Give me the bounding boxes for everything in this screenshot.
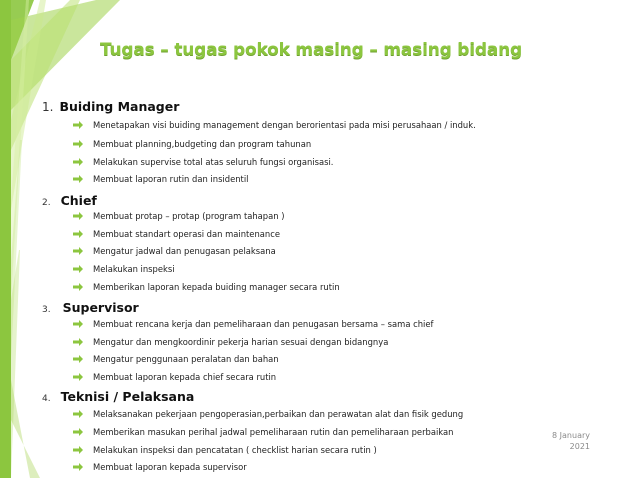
list-item: [73, 174, 248, 184]
list-item-text: Melakukan inspeksi dan pencatatan ( checklist harian secara rutin ): [93, 445, 377, 455]
list-item-text: Membuat planning,budgeting dan program tahunan: [93, 139, 312, 149]
list-item-text: Melakukan supervise total atas seluruh fungsi organisasi.: [93, 157, 334, 167]
list-item: [73, 427, 453, 437]
list-item: [73, 445, 377, 455]
right-arrow-bullet-icon: [73, 463, 83, 471]
right-arrow-bullet-icon: [73, 247, 83, 255]
slide-title: Tugas – tugas pokok masing – masing bidang: [100, 40, 523, 60]
right-arrow-bullet-icon: [73, 121, 83, 129]
list-item-text: Mengatur jadwal dan penugasan pelaksana: [93, 246, 276, 256]
section-title: Buiding Manager: [59, 99, 180, 114]
section-heading: [42, 190, 97, 209]
right-arrow-bullet-icon: [73, 428, 83, 436]
right-arrow-bullet-icon: [73, 230, 83, 238]
list-item-text: Menetapakan visi buiding management dengan berorientasi pada misi perusahaan / induk.: [93, 120, 476, 130]
list-item: [73, 282, 340, 292]
section-title: Supervisor: [62, 300, 139, 315]
list-item-text: Mengatur penggunaan peralatan dan bahan: [93, 354, 279, 364]
right-arrow-bullet-icon: [73, 158, 83, 166]
list-item: [73, 229, 280, 239]
right-arrow-bullet-icon: [73, 283, 83, 291]
right-arrow-bullet-icon: [73, 446, 83, 454]
list-item: [73, 139, 311, 149]
right-arrow-bullet-icon: [73, 265, 83, 273]
section-title: Teknisi / Pelaksana: [60, 389, 195, 404]
list-item: [73, 211, 285, 221]
list-item-text: Membuat standart operasi dan maintenance: [93, 229, 280, 239]
list-item-text: Melakukan inspeksi: [93, 264, 175, 274]
list-item-text: Membuat protap – protap (program tahapan ): [93, 211, 285, 221]
right-arrow-bullet-icon: [73, 410, 83, 418]
list-item: [73, 246, 276, 256]
list-item-text: Membuat rencana kerja dan pemeliharaan dan penugasan bersama – sama chief: [93, 319, 434, 329]
right-arrow-bullet-icon: [73, 212, 83, 220]
section-title: Chief: [60, 193, 97, 208]
list-item-text: Memberikan laporan kepada buiding manager secara rutin: [93, 282, 340, 292]
list-item: [73, 462, 247, 472]
list-item-text: Melaksanakan pekerjaan pengoperasian,perbaikan dan perawatan alat dan fisik gedung: [93, 409, 464, 419]
section-number: 2.: [42, 198, 51, 208]
right-arrow-bullet-icon: [73, 355, 83, 363]
list-item-text: Membuat laporan kepada supervisor: [93, 462, 247, 472]
list-item: [73, 120, 476, 130]
right-arrow-bullet-icon: [73, 140, 83, 148]
list-item: [73, 337, 388, 347]
list-item: [73, 409, 463, 419]
right-arrow-bullet-icon: [73, 175, 83, 183]
list-item: [73, 372, 276, 382]
slide-date: [530, 430, 590, 452]
list-item: [73, 354, 279, 364]
date-line: 2021: [569, 442, 590, 451]
list-item: [73, 157, 333, 167]
list-item: [73, 264, 175, 274]
section-number: 3.: [42, 305, 51, 315]
right-arrow-bullet-icon: [73, 373, 83, 381]
right-arrow-bullet-icon: [73, 338, 83, 346]
right-arrow-bullet-icon: [73, 320, 83, 328]
section-heading: [42, 96, 179, 115]
date-line: 8 January: [552, 431, 590, 440]
list-item: [73, 319, 433, 329]
section-heading: [42, 297, 139, 316]
section-heading: [42, 386, 194, 405]
list-item-text: Membuat laporan kepada chief secara rutin: [93, 372, 277, 382]
list-item-text: Membuat laporan rutin dan insidentil: [93, 174, 249, 184]
section-number: 1.: [42, 100, 54, 114]
list-item-text: Mengatur dan mengkoordinir pekerja harian sesuai dengan bidangnya: [93, 337, 389, 347]
section-number: 4.: [42, 394, 51, 404]
list-item-text: Memberikan masukan perihal jadwal pemeliharaan rutin dan pemeliharaan perbaikan: [93, 427, 454, 437]
